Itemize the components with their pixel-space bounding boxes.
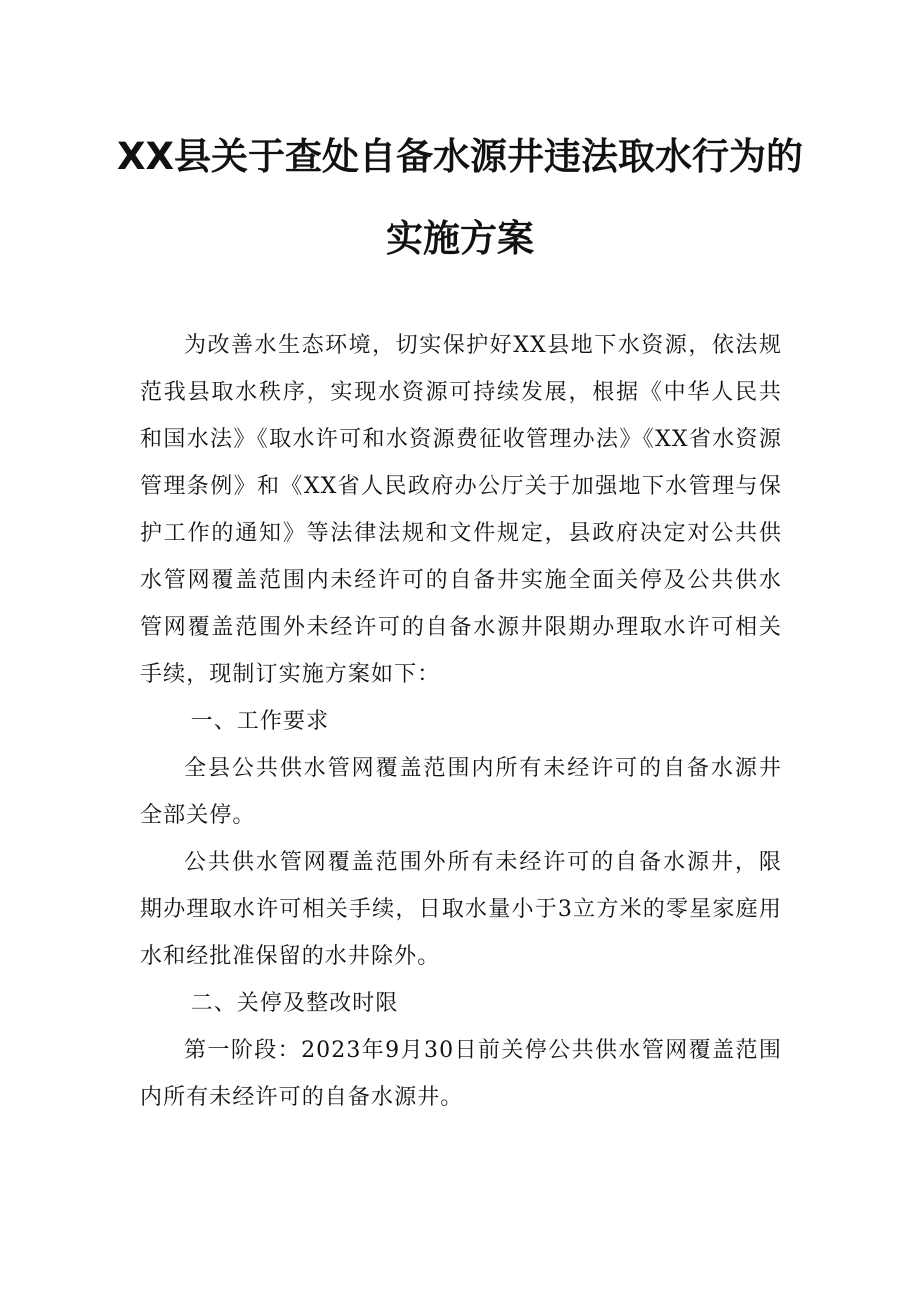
document-title-line-1: XX县关于查处自备水源井违法取水行为的 [116, 135, 804, 178]
document-body [140, 322, 782, 1121]
section-heading-deadline: 二、关停及整改时限 [190, 991, 399, 1016]
section-heading-work-requirements: 一、工作要求 [190, 709, 330, 734]
phase-one-paragraph: 第一阶段：2023年9月30日前关停公共供水管网覆盖范围内所有未经许可的自备水源井。 [140, 1038, 782, 1110]
requirement-paragraph-2: 公共供水管网覆盖范围外所有未经许可的自备水源井，限期办理取水许可相关手续，日取水量小于3立方米的零星家庭用水和经批准保留的水井除外。 [140, 850, 782, 969]
intro-paragraph: 为改善水生态环境，切实保护好XX县地下水资源，依法规范我县取水秩序，实现水资源可持续发展，根据《中华人民共和国水法》《取水许可和水资源费征收管理办法》《XX省水资源管理条例》和《XX省人民政府办公厅关于加强地下水管理与保护工作的通知》等法律法规和文件规定，县政府决定对公共供水管网覆盖范围内未经许可的自备井实施全面关停及公共供水管网覆盖范围外未经许可的自备水源井限期办理取水许可相关手续，现制订实施方案如下： [140, 333, 782, 687]
document-title-line-2: 实施方案 [386, 217, 534, 260]
requirement-paragraph-1: 全县公共供水管网覆盖范围内所有未经许可的自备水源井全部关停。 [140, 756, 782, 828]
